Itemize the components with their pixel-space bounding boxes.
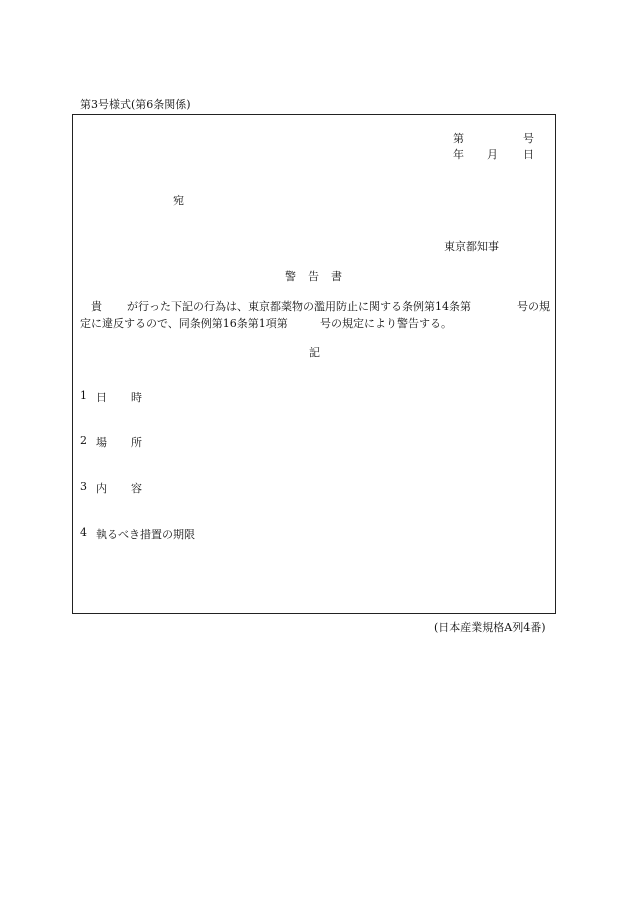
item-2-label-b: 所 bbox=[131, 436, 142, 449]
footer-standard: (日本産業規格A列4番) bbox=[434, 621, 546, 634]
issuer: 東京都知事 bbox=[444, 240, 499, 253]
title-char-2: 告 bbox=[308, 270, 319, 283]
body-line2-text: 定に違反するので、同条例第16条第1項第 bbox=[80, 317, 288, 330]
item-4-num: 4 bbox=[80, 526, 87, 539]
item-3-label-b: 容 bbox=[131, 482, 142, 495]
body-line2-end: 号の規定により警告する。 bbox=[320, 317, 452, 330]
addressee-suffix: 宛 bbox=[173, 194, 184, 207]
form-label: 第3号様式(第6条関係) bbox=[80, 98, 191, 111]
item-2-label-a: 場 bbox=[96, 436, 107, 449]
title-char-1: 警 bbox=[285, 270, 296, 283]
ki-heading: 記 bbox=[309, 346, 320, 359]
body-line1-text: が行った下記の行為は、東京都薬物の濫用防止に関する条例第14条第 bbox=[127, 300, 471, 313]
body-line1-ki: 貴 bbox=[91, 300, 102, 313]
body-line1-end: 号の規 bbox=[517, 300, 550, 313]
item-2-num: 2 bbox=[80, 434, 87, 447]
date-month: 月 bbox=[487, 148, 498, 161]
title-char-3: 書 bbox=[331, 270, 342, 283]
item-1-label-a: 日 bbox=[96, 391, 107, 404]
number-dai: 第 bbox=[453, 132, 464, 145]
date-year: 年 bbox=[453, 148, 464, 161]
item-3-label-a: 内 bbox=[96, 482, 107, 495]
number-go: 号 bbox=[523, 132, 534, 145]
date-day: 日 bbox=[523, 148, 534, 161]
item-1-label-b: 時 bbox=[131, 391, 142, 404]
item-3-num: 3 bbox=[80, 480, 87, 493]
item-1-num: 1 bbox=[80, 389, 87, 402]
item-4-label: 執るべき措置の期限 bbox=[96, 528, 195, 541]
